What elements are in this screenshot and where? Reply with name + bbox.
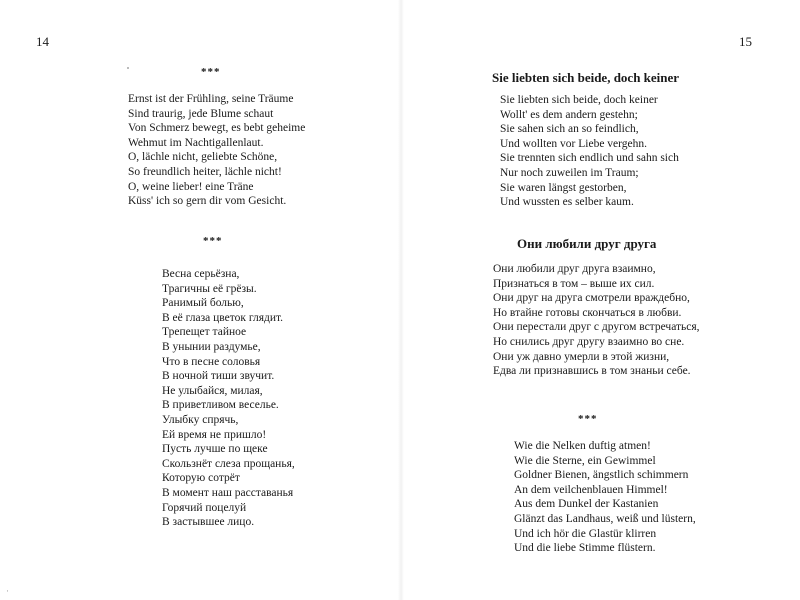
poem-line: Glänzt das Landhaus, weiß und lüstern, xyxy=(514,512,696,525)
poem-line: An dem veilchenblauen Himmel! xyxy=(514,483,668,496)
poem-line: Которую сотрёт xyxy=(162,472,240,485)
poem-line: Nur noch zuweilen im Traum; xyxy=(500,166,639,179)
poem-1-text xyxy=(128,92,305,209)
page-number-left: 14 xyxy=(36,34,49,49)
poem-line: Не улыбайся, милая, xyxy=(162,384,263,397)
poem-line: Скользнёт слеза прощанья, xyxy=(162,457,295,470)
poem-line: В приветливом веселье. xyxy=(162,399,279,412)
poem-line: Sie waren längst gestorben, xyxy=(500,181,627,194)
poem-line: Трагичны её грёзы. xyxy=(162,282,257,295)
poem-line: Но втайне готовы скончаться в любви. xyxy=(493,306,682,319)
poem-line: В её глаза цветок глядит. xyxy=(162,311,284,324)
poem-line: Ранимый болью, xyxy=(162,297,244,310)
poem-2-text xyxy=(162,267,295,530)
poem-line: So freundlich heiter, lächle nicht! xyxy=(128,165,282,178)
poem-line: В момент наш расставанья xyxy=(162,486,294,499)
poem-line: Wie die Sterne, ein Gewimmel xyxy=(514,454,656,467)
poem-line: Von Schmerz bewegt, es bebt geheime xyxy=(128,122,306,135)
poem-3-title: Sie liebten sich beide, doch keiner xyxy=(492,70,680,85)
poem-line: Goldner Bienen, ängstlich schimmern xyxy=(514,469,689,482)
poem-line: Aus dem Dunkel der Kastanien xyxy=(514,498,659,511)
poem-line: Wollt' es dem andern gestehn; xyxy=(500,108,638,121)
poem-line: В ночной тиши звучит. xyxy=(162,370,275,383)
poem-5-text xyxy=(514,439,696,556)
poem-line: Ernst ist der Frühling, seine Träume xyxy=(128,93,294,105)
poem-line: Und wussten es selber kaum. xyxy=(500,196,634,209)
poem-4-title: Они любили друг друга xyxy=(517,236,657,251)
poem-line: Sind traurig, jede Blume schaut xyxy=(128,107,274,120)
poem-line: Und die liebe Stimme flüstern. xyxy=(514,542,656,555)
poem-line: Sie trennten sich endlich und sahn sich xyxy=(500,152,679,165)
poem-line: Весна серьёзна, xyxy=(162,268,240,280)
poem-line: Признаться в том – выше их сил. xyxy=(493,277,655,290)
poem-line: Улыбку спрячь, xyxy=(162,413,239,426)
poem-line: Трепещет тайное xyxy=(162,326,247,339)
poem-line: Они перестали друг с другом встречаться, xyxy=(493,321,700,334)
poem-3-text xyxy=(500,93,679,210)
poem-line: Sie liebten sich beide, doch keiner xyxy=(500,94,658,106)
poem-line: Они любили друг друга взаимно, xyxy=(493,263,656,275)
print-speck xyxy=(127,67,129,69)
poem-line: Wie die Nelken duftig atmen! xyxy=(514,440,651,452)
poem-line: В унынии раздумье, xyxy=(162,340,261,353)
poem-line: O, lächle nicht, geliebte Schöne, xyxy=(128,151,278,164)
poem-line: Они уж давно умерли в этой жизни, xyxy=(493,350,670,363)
poem-line: O, weine lieber! eine Träne xyxy=(128,180,254,193)
corner-mark: · xyxy=(6,586,9,596)
poem-4-text xyxy=(493,262,700,379)
poem-line: Und ich hör die Glastür klirren xyxy=(514,527,657,540)
poem-line: Küss' ich so gern dir vom Gesicht. xyxy=(128,195,287,208)
page-gutter xyxy=(398,0,404,600)
poem-line: Ей время не пришло! xyxy=(162,428,267,441)
poem-line: Едва ли признавшись в том знаньи себе. xyxy=(493,365,691,378)
poem-line: Und wollten vor Liebe vergehn. xyxy=(500,137,648,150)
poem-line: Wehmut im Nachtigallenlaut. xyxy=(128,136,264,149)
poem-1-header: *** xyxy=(201,66,221,78)
poem-5-header: *** xyxy=(578,413,598,425)
poem-line: Пусть лучше по щеке xyxy=(162,443,268,456)
poem-line: Горячий поцелуй xyxy=(162,501,247,514)
page-number-right: 15 xyxy=(739,34,752,49)
poem-line: В застывшее лицо. xyxy=(162,516,255,529)
poem-line: Что в песне соловья xyxy=(162,355,261,368)
poem-2-header: *** xyxy=(203,235,223,247)
poem-line: Но снились друг другу взаимно во сне. xyxy=(493,335,685,348)
poem-line: Они друг на друга смотрели враждебно, xyxy=(493,292,690,305)
poem-line: Sie sahen sich an so feindlich, xyxy=(500,123,639,136)
